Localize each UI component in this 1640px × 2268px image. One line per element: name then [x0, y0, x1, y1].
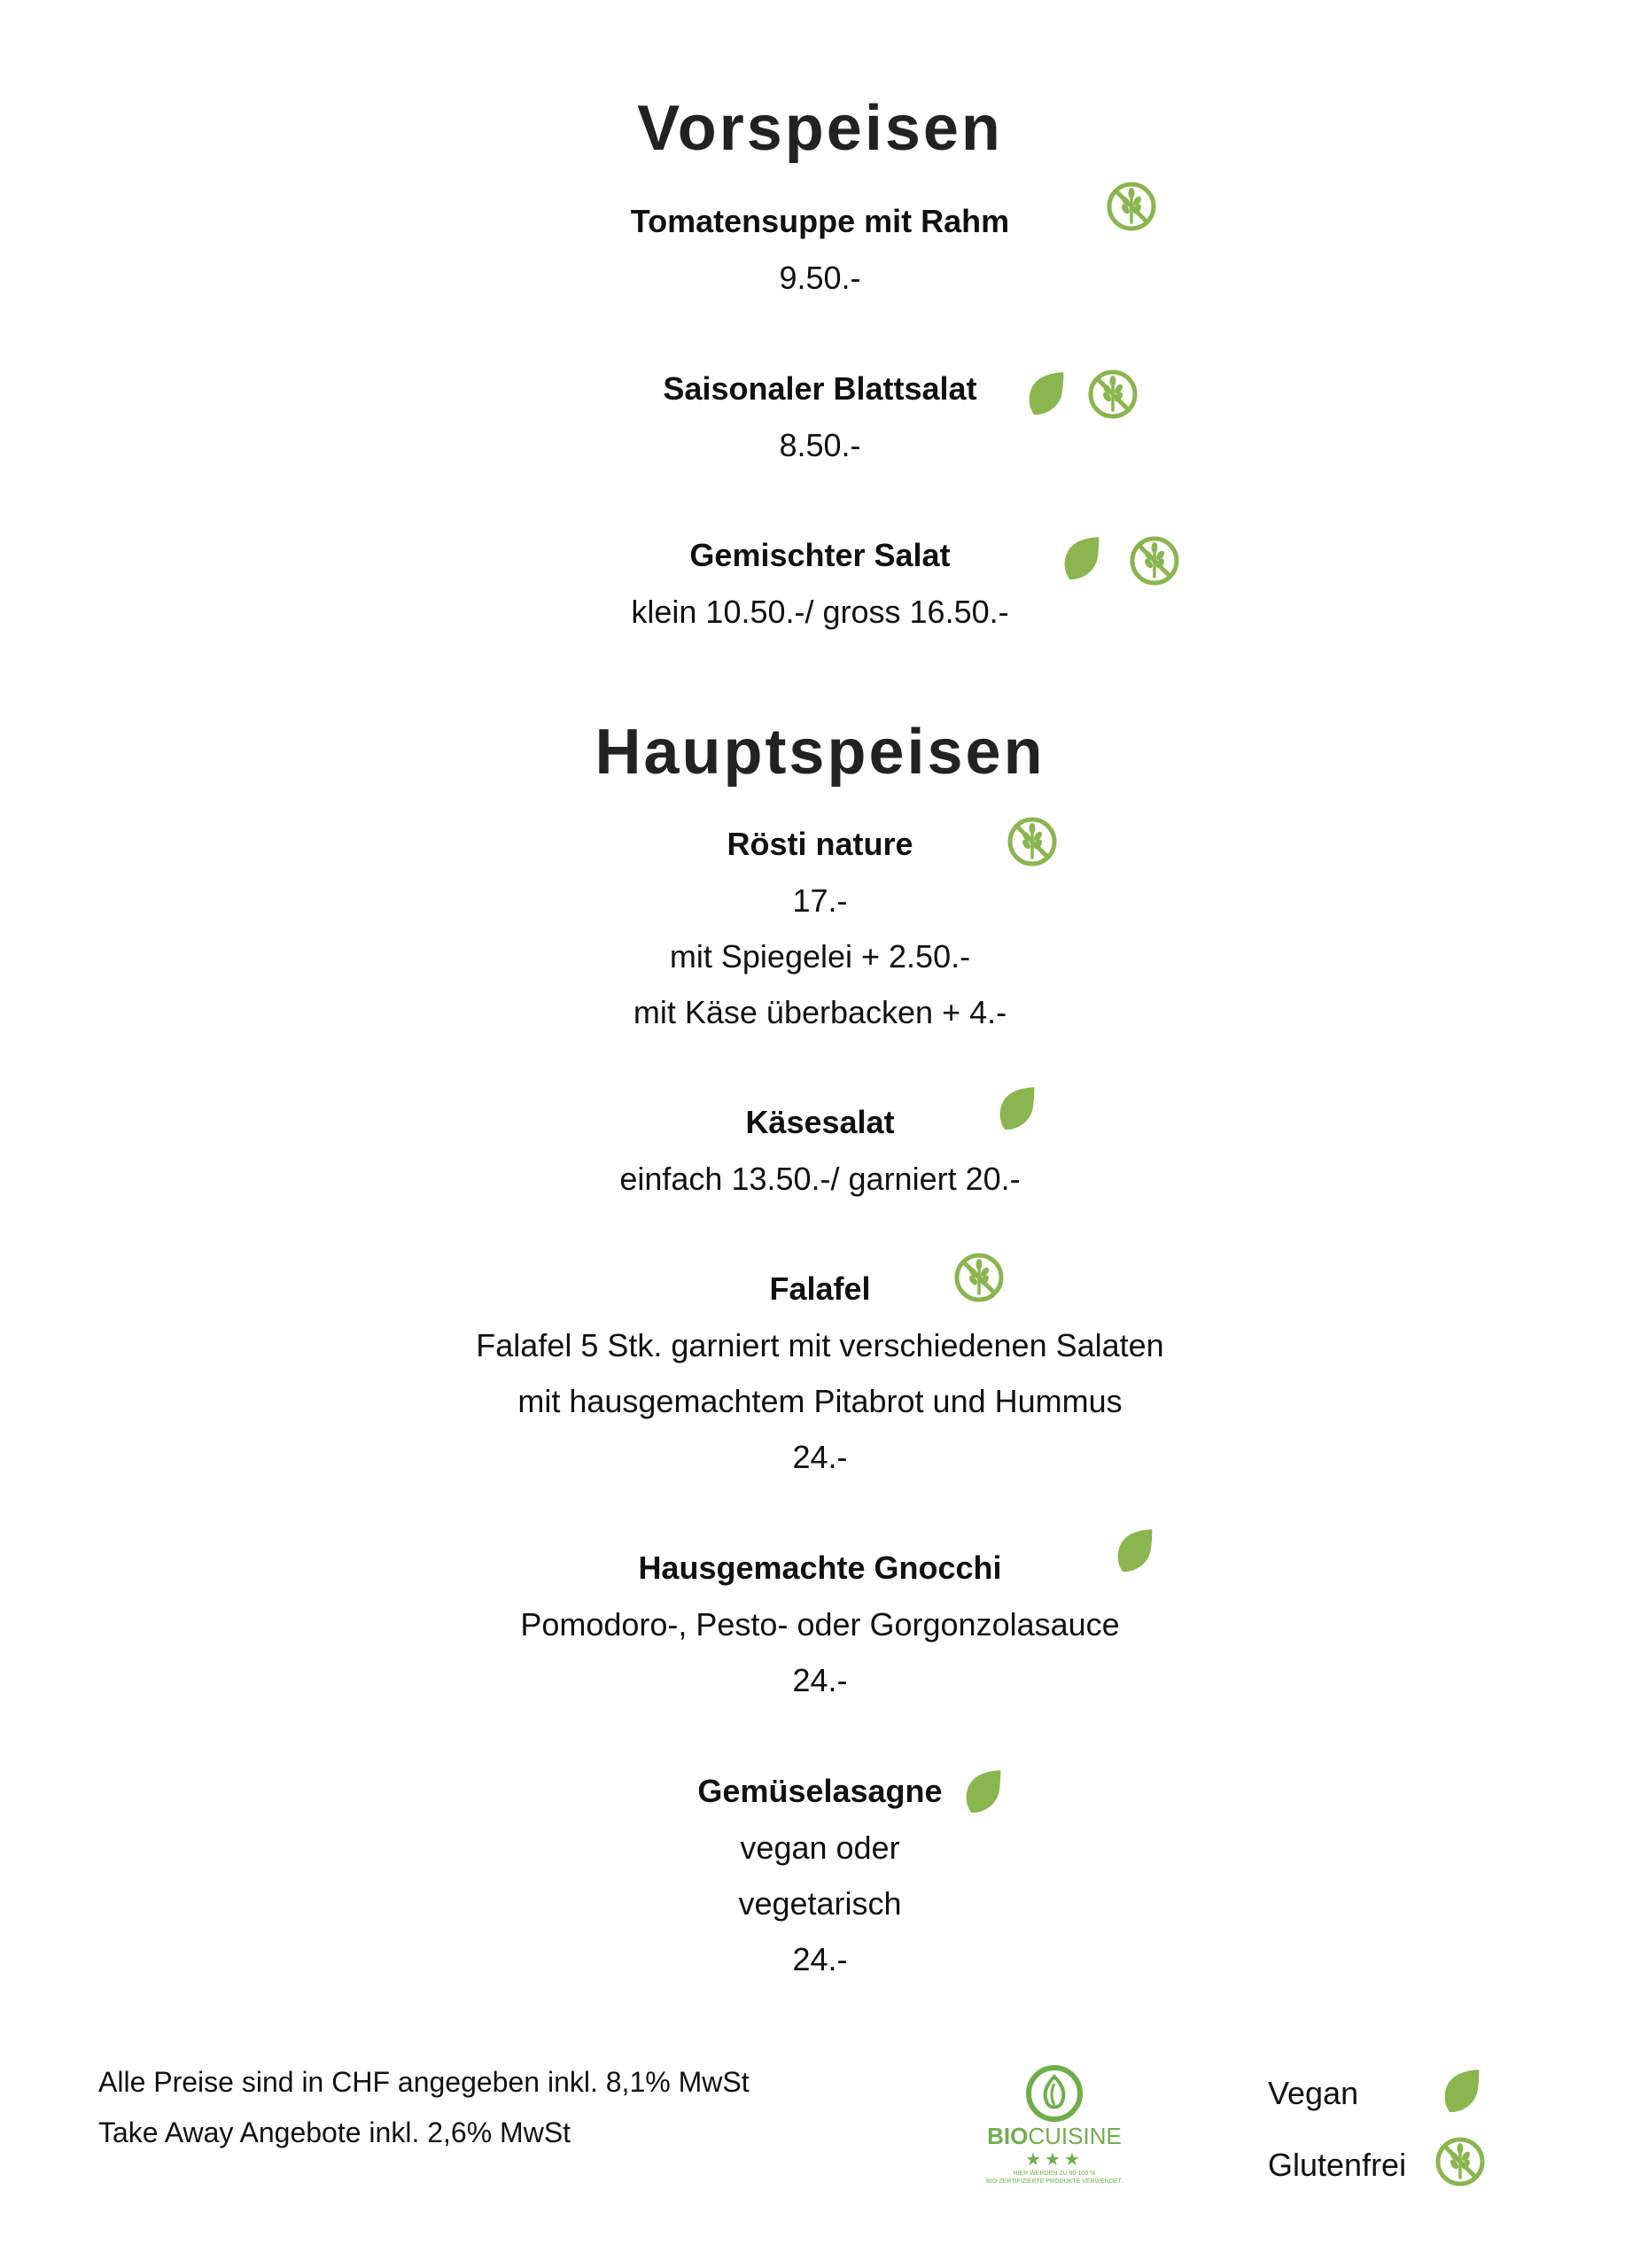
vegan-leaf-icon: [997, 1084, 1038, 1135]
biocuisine-wordmark: BIOCUISINE: [987, 2123, 1122, 2149]
glutenfree-icon: [1006, 815, 1059, 868]
glutenfree-icon: [1086, 368, 1139, 421]
vegan-leaf-icon: [1061, 533, 1102, 585]
takeaway-note: Take Away Angebote inkl. 2,6% MwSt: [98, 2117, 571, 2148]
glutenfree-icon: [952, 1251, 1006, 1304]
biocuisine-stars: ★★★: [1025, 2150, 1084, 2170]
menu-item-kaesesalat: [0, 1094, 1640, 1207]
item-price: 24.-: [792, 1941, 848, 1977]
legend-glutenfree-label: Glutenfrei: [1268, 2147, 1407, 2183]
menu-item-gemischter-salat: [0, 527, 1640, 640]
vegan-leaf-icon: [1442, 2066, 1482, 2117]
menu-item-gemueselasagne: [0, 1763, 1640, 1987]
item-description: vegan oder: [740, 1829, 900, 1866]
glutenfree-icon: [1434, 2135, 1487, 2188]
item-name: Gemüselasagne: [697, 1773, 943, 1809]
item-description: vegetarisch: [738, 1885, 902, 1922]
vegan-leaf-icon: [1115, 1526, 1155, 1577]
item-price: 9.50.-: [779, 260, 861, 296]
item-price: klein 10.50.-/ gross 16.50.-: [631, 594, 1009, 630]
item-price: 24.-: [792, 1439, 848, 1475]
item-description: mit hausgemachtem Pitabrot und Hummus: [517, 1383, 1123, 1419]
item-name: Gemischter Salat: [689, 537, 951, 573]
menu-item-falafel: [0, 1261, 1640, 1485]
vegan-leaf-icon: [1026, 369, 1067, 420]
menu-item-tomatensuppe: [0, 193, 1640, 306]
item-option: mit Käse überbacken + 4.-: [633, 994, 1007, 1030]
item-price: 17.-: [792, 882, 848, 919]
menu-item-blattsalat: [0, 361, 1640, 473]
section-title-hauptspeisen: Hauptspeisen: [595, 717, 1045, 788]
item-name: Hausgemachte Gnocchi: [638, 1550, 1002, 1586]
biocuisine-tagline: HIER WERDEN ZU 90-100 % BIO-ZERTIFIZIERTE PRODUKTE VERWENDET.: [985, 2171, 1123, 2185]
item-name: Falafel: [769, 1270, 871, 1307]
item-name: Käsesalat: [745, 1104, 895, 1140]
glutenfree-icon: [1105, 180, 1158, 233]
item-option: mit Spiegelei + 2.50.-: [669, 938, 971, 975]
item-price: 24.-: [792, 1662, 848, 1698]
item-price: einfach 13.50.-/ garniert 20.-: [619, 1161, 1021, 1197]
section-title-vorspeisen: Vorspeisen: [637, 93, 1003, 164]
footer-notes: [98, 2057, 750, 2158]
item-description: Falafel 5 Stk. garniert mit verschiedenen Salaten: [476, 1327, 1164, 1363]
item-name: Rösti nature: [727, 826, 913, 862]
price-note: Alle Preise sind in CHF angegeben inkl. 8,1% MwSt: [98, 2066, 750, 2098]
item-description: Pomodoro-, Pesto- oder Gorgonzolasauce: [520, 1606, 1120, 1643]
menu-item-roesti: [0, 816, 1640, 1040]
legend-vegan-label: Vegan: [1268, 2075, 1359, 2111]
vegan-leaf-icon: [963, 1767, 1004, 1818]
glutenfree-icon: [1128, 534, 1181, 587]
item-name: Tomatensuppe mit Rahm: [630, 203, 1010, 239]
menu-item-gnocchi: [0, 1540, 1640, 1708]
item-name: Saisonaler Blattsalat: [663, 370, 977, 407]
item-price: 8.50.-: [779, 427, 861, 463]
biocuisine-logo: [979, 2064, 1130, 2186]
biocuisine-emblem-icon: [1023, 2064, 1085, 2123]
